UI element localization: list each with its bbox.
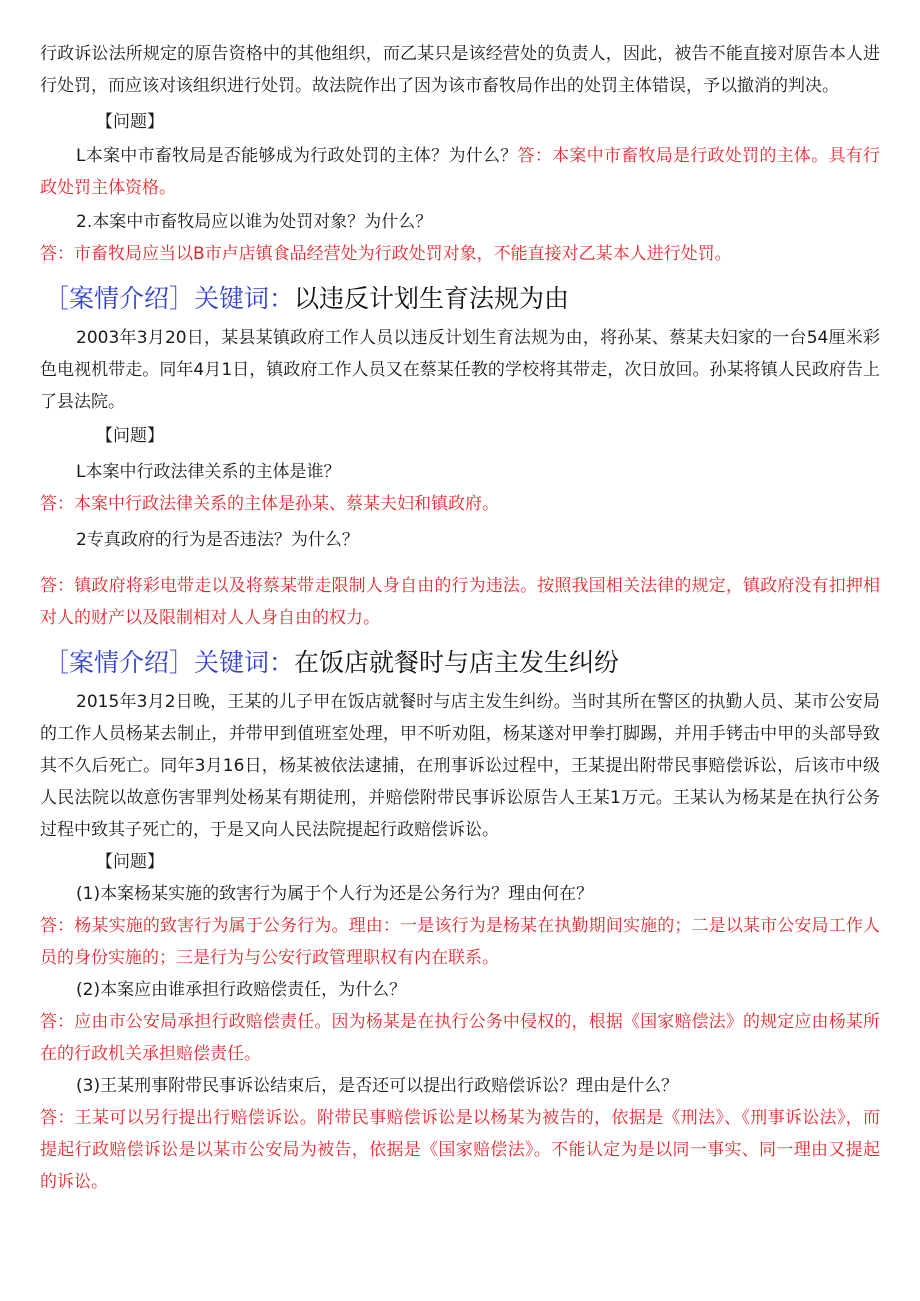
case2-heading xyxy=(44,280,569,318)
answer-text: 答：本案中市畜牧局是行政处罚的主体。具有行政处罚主体资格。 xyxy=(40,146,880,198)
question-label: 【问题】 xyxy=(96,426,164,446)
case2-body: 2003年3月20日，某县某镇政府工作人员以违反计划生育法规为由，将孙某、蔡某夫妇家的一台54厘米彩色电视机带走。同年4月1日，镇政府工作人员又在蔡某任教的学校将其带走，次日放回。孙某将镇人民政府告上了县法院。 xyxy=(40,328,880,412)
keyword-label: 关键词： xyxy=(194,284,295,313)
case2-answer-2: 答：镇政府将彩电带走以及将蔡某带走限制人身自由的行为违法。按照我国相关法律的规定，镇政府没有扣押相对人的财产以及限制相对人人身自由的权力。 xyxy=(40,576,880,628)
case3-answer-2: 答：应由市公安局承担行政赔偿责任。因为杨某是在执行公务中侵权的，根据《国家赔偿法》的规定应由杨某所在的行政机关承担赔偿责任。 xyxy=(40,1012,880,1064)
case3-answer-1: 答：杨某实施的致害行为属于公务行为。理由：一是该行为是杨某在执勤期间实施的；二是以某市公安局工作人员的身份实施的；三是行为与公安行政管理职权有内在联系。 xyxy=(40,916,880,968)
case3-answer-3: 答：王某可以另行提出行赔偿诉讼。附带民事赔偿诉讼是以杨某为被告的，依据是《刑法》、《刑事诉讼法》，而提起行政赔偿诉讼是以某市公安局为被告，依据是《国家赔偿法》。不能认定为是以同一事实、同一理由又提起的诉讼。 xyxy=(40,1108,880,1192)
case3-heading xyxy=(44,644,619,682)
case-intro-tag: ［案情介绍］ xyxy=(44,284,195,313)
case-title: 在饭店就餐时与店主发生纠纷 xyxy=(294,648,620,677)
case2-answer-1: 答：本案中行政法律关系的主体是孙某、蔡某夫妇和镇政府。 xyxy=(40,494,499,514)
question-text: L本案中市畜牧局是否能够成为行政处罚的主体？为什么？ xyxy=(76,146,518,166)
case2-question-2: 2专真政府的行为是否违法？为什么？ xyxy=(76,530,359,550)
case1-question-2: 2.本案中市畜牧局应以谁为处罚对象？为什么？ xyxy=(76,212,433,232)
case3-question-2: (2)本案应由谁承担行政赔偿责任，为什么？ xyxy=(76,980,407,1000)
question-label: 【问题】 xyxy=(96,852,164,872)
keyword-label: 关键词： xyxy=(194,648,295,677)
case-title: 以违反计划生育法规为由 xyxy=(294,284,570,313)
case1-question-1 xyxy=(40,140,880,204)
case-intro-tag: ［案情介绍］ xyxy=(44,648,195,677)
case3-body: 2015年3月2日晚，王某的儿子甲在饭店就餐时与店主发生纠纷。当时其所在警区的执勤人员、某市公安局的工作人员杨某去制止，并带甲到值班室处理，甲不听劝阻，杨某遂对甲拳打脚踢，并用手铐击中甲的头部导致其不久后死亡。同年3月16日，杨某被依法逮捕，在刑事诉讼过程中，王某提出附带民事赔偿诉讼，后该市中级人民法院以故意伤害罪判处杨某有期徒刑，并赔偿附带民事诉讼原告人王某1万元。王某认为杨某是在执行公务过程中致其子死亡的，于是又向人民法院提起行政赔偿诉讼。 xyxy=(40,692,880,840)
question-label: 【问题】 xyxy=(96,112,164,132)
case2-question-1: L本案中行政法律关系的主体是谁？ xyxy=(76,462,341,482)
case3-question-3: (3)王某刑事附带民事诉讼结束后，是否还可以提出行政赔偿诉讼？理由是什么？ xyxy=(76,1076,679,1096)
case1-body-continued: 行政诉讼法所规定的原告资格中的其他组织，而乙某只是该经营处的负责人，因此，被告不能直接对原告本人进行处罚，而应该对该组织进行处罚。故法院作出了因为该市畜牧局作出的处罚主体错误，予以撤消的判决。 xyxy=(40,44,880,96)
case3-question-1: (1)本案杨某实施的致害行为属于个人行为还是公务行为？理由何在？ xyxy=(76,884,594,904)
case1-answer-2: 答：市畜牧局应当以B市卢店镇食品经营处为行政处罚对象，不能直接对乙某本人进行处罚。 xyxy=(40,244,732,264)
